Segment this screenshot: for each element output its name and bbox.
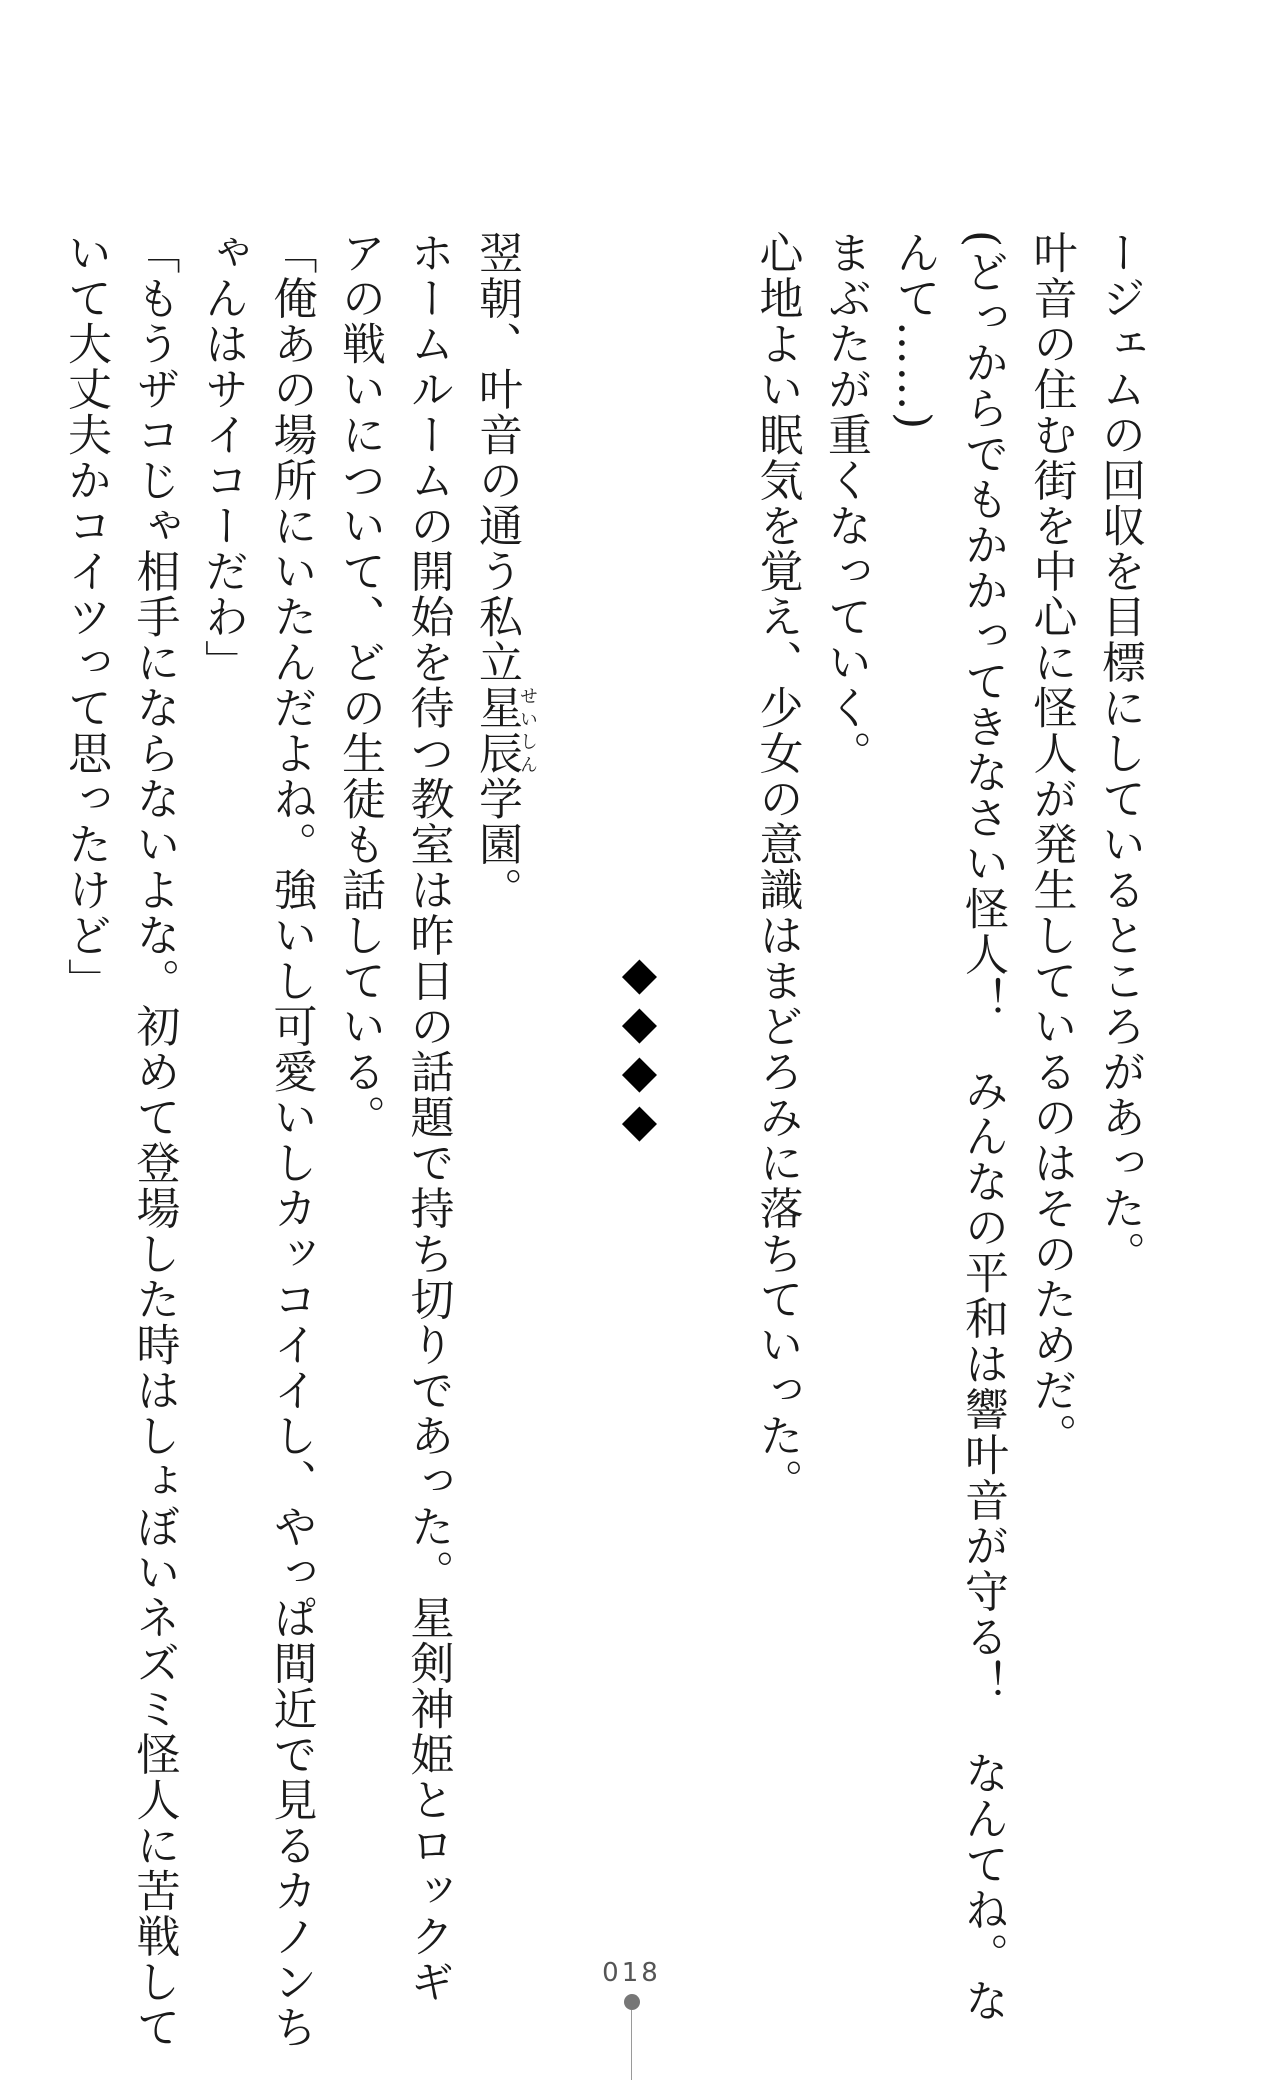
scene-break-diamonds: ◆◆◆◆	[612, 946, 667, 1142]
blank-line	[537, 230, 606, 1880]
page-marker-dot-icon	[624, 1994, 640, 2010]
school-line	[462, 230, 537, 1880]
body-line: ージェムの回収を目標にしているところがあった。	[1094, 230, 1145, 1277]
body-line: 「もうザコじゃ相手にならないよな。初めて登場した時はしょぼいネズミ怪人に苦戦して	[128, 230, 180, 2050]
body-line: ゃんはサイコーだわ」	[197, 230, 248, 685]
body-line: ホームルームの開始を待つ教室は昨日の話題で持ち切りであった。星剣神姫とロックギ	[402, 230, 454, 2005]
body-line: (どっからでもかかってきなさい怪人！ みんなの平和は響叶音が守る！ なんてね。な	[957, 230, 1008, 2024]
page-number: 018	[602, 1958, 661, 1988]
page-marker-line	[631, 2010, 632, 2080]
school-line-after: 学園。	[471, 776, 522, 913]
body-line: 心地よい眠気を覚え、少女の意識はまどろみに落ちていった。	[751, 230, 803, 1504]
school-name-ruby	[471, 685, 538, 776]
body-line: 叶音の住む街を中心に怪人が発生しているのはそのためだ。	[1025, 230, 1077, 1459]
body-line: いて大丈夫かコイツって思ったけど」	[60, 230, 111, 1004]
school-name-reading: せいしん	[517, 685, 538, 776]
school-line-before: 翌朝、叶音の通う私立	[471, 230, 522, 685]
body-line: んて……)	[888, 230, 940, 431]
blank-line	[674, 230, 743, 1880]
page-footer	[0, 1958, 1263, 2080]
body-line: 「俺あの場所にいたんだよね。強いし可愛いしカッコイイし、やっぱ間近で見るカノンち	[265, 230, 317, 2050]
body-line: まぶたが重くなっていく。	[820, 230, 871, 776]
school-name: 星辰	[471, 685, 522, 776]
body-line: アの戦いについて、どの生徒も話している。	[334, 230, 385, 1140]
